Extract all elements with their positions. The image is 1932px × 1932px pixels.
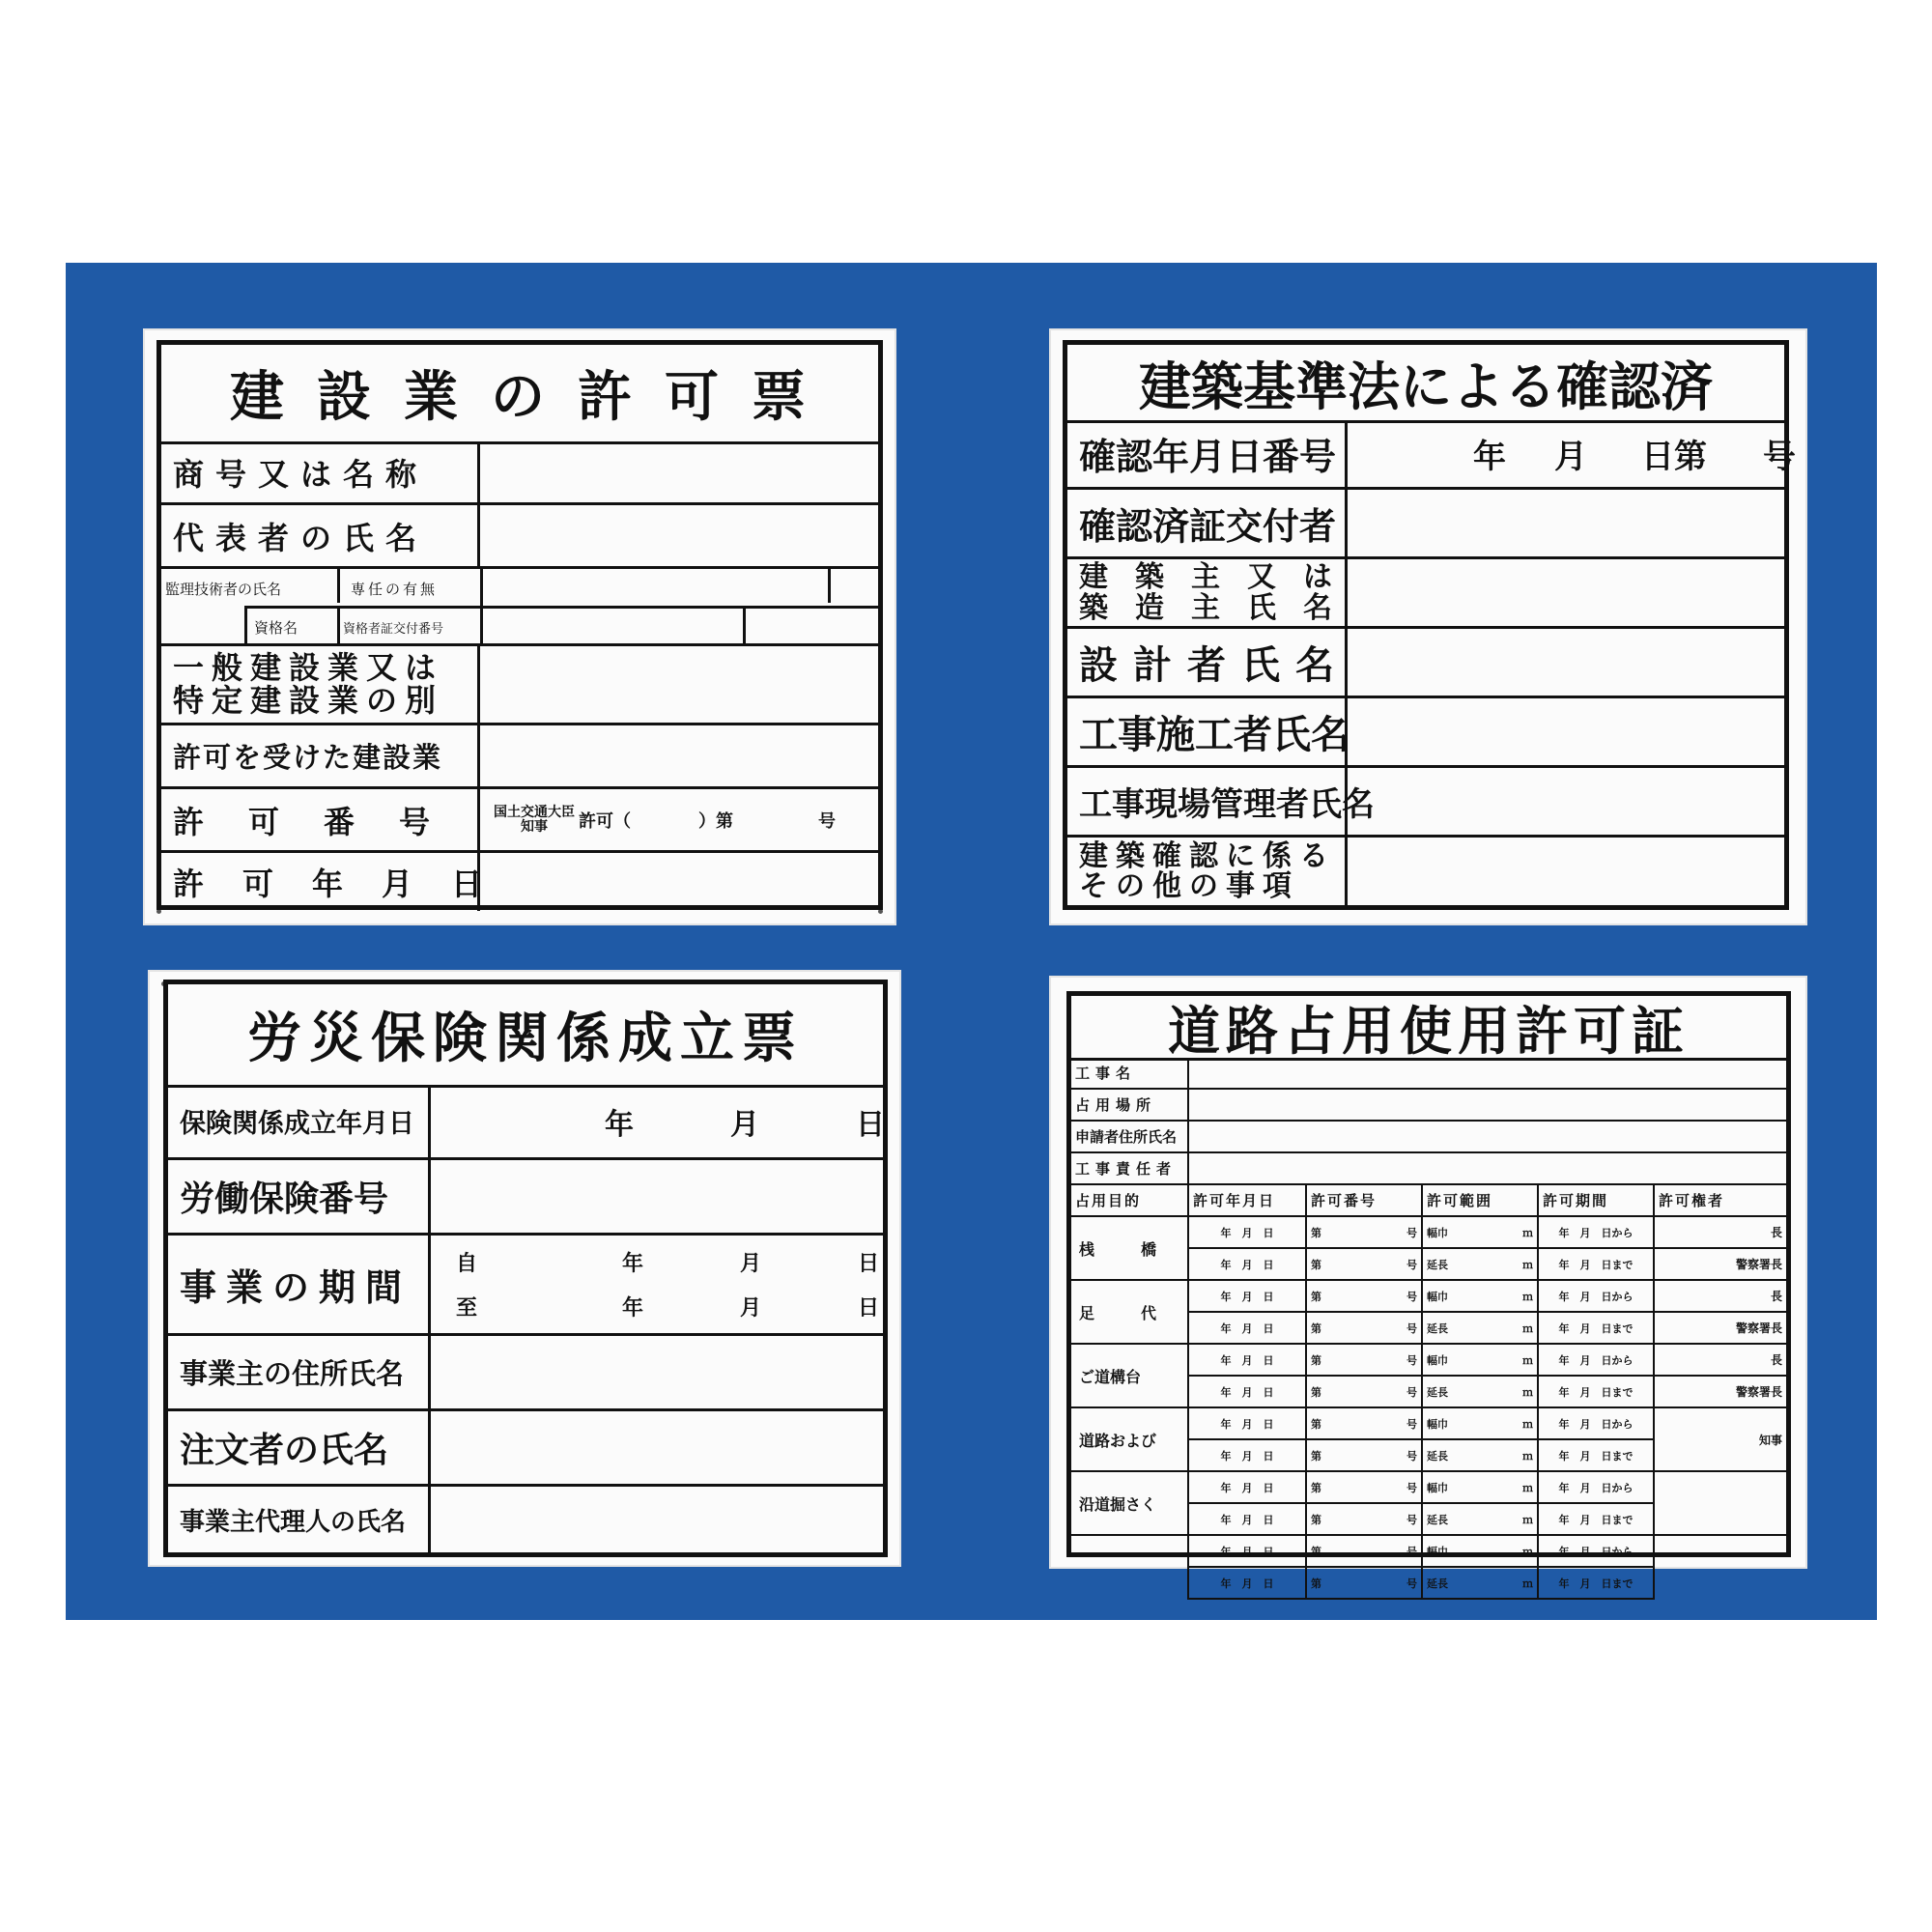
range-label: 幅巾 (1427, 1290, 1448, 1303)
period-cell: 年 月 日まで (1539, 1377, 1655, 1408)
row-label: 申請者住所氏名 (1071, 1122, 1189, 1153)
period-cell: 年 月 日から (1539, 1217, 1655, 1249)
purpose-cell (1071, 1536, 1189, 1600)
row-label: 工事現場管理者氏名 (1067, 768, 1348, 835)
date-cell: 年 月 日 (1189, 1217, 1307, 1249)
engineer-row (161, 569, 878, 646)
range-unit: ｍ (1522, 1226, 1533, 1239)
row-label: 事業の期間 (168, 1236, 431, 1333)
range-label: 延長 (1427, 1321, 1448, 1335)
number-suffix: 号 (1406, 1258, 1417, 1271)
divider (244, 606, 247, 643)
column-header: 許可権者 (1655, 1185, 1786, 1217)
column-header: 占用目的 (1071, 1185, 1189, 1217)
number-suffix: 号 (1406, 1290, 1417, 1303)
permit-number-value (480, 789, 878, 850)
number-prefix: 第 (1311, 1258, 1321, 1271)
date-cell: 年 月 日 (1189, 1281, 1307, 1313)
number-cell (1307, 1408, 1423, 1440)
range-cell (1423, 1408, 1539, 1440)
row-label: 許可年月日 (161, 853, 480, 911)
designer-row (1067, 629, 1784, 698)
date-cell: 年 月 日 (1189, 1377, 1307, 1408)
row-label (161, 646, 480, 723)
sign-title: 道路占用使用許可証 (1071, 996, 1786, 1061)
authority-cell: 警察署長 (1655, 1249, 1786, 1281)
date-cell: 年 月 日 (1189, 1440, 1307, 1472)
confirmation-date-row (1067, 420, 1796, 490)
authority-cell (1655, 1472, 1786, 1536)
row-label: 工事責任者 (1071, 1153, 1189, 1185)
range-unit: ｍ (1522, 1321, 1533, 1335)
period-cell: 年 月 日から (1539, 1408, 1655, 1440)
row-label: 占用場所 (1071, 1090, 1189, 1122)
range-unit: ｍ (1522, 1290, 1533, 1303)
row-label: 保険関係成立年月日 (168, 1085, 431, 1157)
number-prefix: 第 (1311, 1449, 1321, 1463)
employer-address-row (168, 1336, 883, 1411)
number-cell (1307, 1249, 1423, 1281)
column-header: 許可範囲 (1423, 1185, 1539, 1217)
engineer-label: 監理技術者の氏名 (165, 580, 282, 598)
divider (246, 606, 878, 609)
dai-text: ）第 (698, 810, 733, 832)
business-period-row (168, 1236, 883, 1336)
number-cell (1307, 1440, 1423, 1472)
period-cell: 年 月 日まで (1539, 1249, 1655, 1281)
name-row (161, 441, 878, 505)
purpose-cell: 沿道掘さく (1071, 1472, 1189, 1536)
row-label: 注文者の氏名 (168, 1411, 431, 1484)
site-manager-row (1067, 768, 1784, 838)
issuer-row (1067, 490, 1784, 559)
number-cell (1307, 1472, 1423, 1504)
range-label: 延長 (1427, 1258, 1448, 1271)
number-text: 号 (1763, 438, 1796, 476)
period-cell: 年 月 日から (1539, 1345, 1655, 1377)
certificate-label: 資格者証交付番号 (343, 621, 444, 637)
row-label: 工事施工者氏名 (1067, 698, 1348, 765)
number-suffix: 号 (1406, 1481, 1417, 1494)
authority-line: 国土交通大臣 (494, 804, 575, 820)
sign-title: 建築基準法による確認済 (1067, 345, 1784, 423)
year-text: 年 (605, 1107, 634, 1142)
go-text: 号 (818, 810, 836, 832)
agent-name-row (168, 1487, 883, 1552)
from-text: 自 (456, 1250, 478, 1276)
date-cell: 年 月 日 (1189, 1472, 1307, 1504)
number-cell (1307, 1377, 1423, 1408)
column-header: 許可期間 (1539, 1185, 1655, 1217)
period-cell: 年 月 日まで (1539, 1313, 1655, 1345)
number-suffix: 号 (1406, 1545, 1417, 1558)
row-label (1067, 838, 1348, 905)
row-label: 確認年月日番号 (1067, 420, 1348, 487)
year-text: 年 (622, 1250, 644, 1276)
row-value (1189, 1122, 1786, 1153)
permit-date-row (161, 853, 878, 911)
permit-text: 許可（ (579, 810, 631, 832)
day-text: 日 (856, 1107, 885, 1142)
to-text: 至 (456, 1295, 478, 1321)
row-label: 許可番号 (161, 789, 480, 850)
building-confirmation-sign (1049, 328, 1807, 925)
range-label: 延長 (1427, 1449, 1448, 1463)
authority-cell: 長 (1655, 1345, 1786, 1377)
other-matters-row (1067, 838, 1784, 905)
period-cell: 年 月 日まで (1539, 1568, 1655, 1600)
divider (337, 569, 340, 603)
number-prefix: 第 (1311, 1385, 1321, 1399)
row-label: 設計者氏名 (1067, 629, 1348, 696)
range-label: 幅巾 (1427, 1353, 1448, 1367)
number-prefix: 第 (1311, 1321, 1321, 1335)
date-cell: 年 月 日 (1189, 1249, 1307, 1281)
divider (337, 606, 340, 643)
number-cell (1307, 1568, 1423, 1600)
row-label: 労働保険番号 (168, 1160, 431, 1233)
number-prefix: 第 (1311, 1513, 1321, 1526)
purpose-cell: 桟 橋 (1071, 1217, 1189, 1281)
range-cell (1423, 1281, 1539, 1313)
range-cell (1423, 1440, 1539, 1472)
establishment-date-row (168, 1085, 883, 1160)
road-permit-table (1071, 1058, 1786, 1590)
day-text: 日 (858, 1295, 880, 1321)
divider (743, 606, 746, 643)
range-cell (1423, 1249, 1539, 1281)
sign-frame (1066, 991, 1791, 1590)
industry-row (161, 725, 878, 789)
number-cell (1307, 1281, 1423, 1313)
number-prefix: 第 (1311, 1353, 1321, 1367)
sign-title: 労災保険関係成立票 (168, 984, 883, 1088)
number-suffix: 号 (1406, 1577, 1417, 1590)
confirmation-date-value (1348, 420, 1796, 487)
period-cell: 年 月 日まで (1539, 1504, 1655, 1536)
purpose-cell: 道路および (1071, 1408, 1189, 1472)
range-label: 延長 (1427, 1513, 1448, 1526)
column-header: 許可年月日 (1189, 1185, 1307, 1217)
sign-frame (1063, 340, 1796, 910)
row-value (1189, 1090, 1786, 1122)
row-label: 工事名 (1071, 1058, 1189, 1090)
column-header: 許可番号 (1307, 1185, 1423, 1217)
year-text: 年 (622, 1295, 644, 1321)
range-label: 延長 (1427, 1577, 1448, 1590)
row-label: 事業主の住所氏名 (168, 1336, 431, 1408)
date-cell: 年 月 日 (1189, 1345, 1307, 1377)
period-cell: 年 月 日から (1539, 1281, 1655, 1313)
date-cell: 年 月 日 (1189, 1313, 1307, 1345)
orderer-name-row (168, 1411, 883, 1487)
date-cell: 年 月 日 (1189, 1504, 1307, 1536)
date-cell: 年 月 日 (1189, 1568, 1307, 1600)
range-cell (1423, 1504, 1539, 1536)
number-cell (1307, 1504, 1423, 1536)
authority-line: 知事 (521, 818, 548, 835)
month-text: 月 (730, 1107, 759, 1142)
range-cell (1423, 1217, 1539, 1249)
month-text: 月 (1554, 438, 1587, 476)
sign-frame (163, 980, 888, 1557)
qualification-label: 資格名 (254, 618, 298, 637)
number-suffix: 号 (1406, 1353, 1417, 1367)
number-cell (1307, 1313, 1423, 1345)
label-line: 特定建設業の別 (173, 681, 444, 719)
date-cell: 年 月 日 (1189, 1536, 1307, 1568)
representative-row (161, 505, 878, 569)
label-line: 建築主又は (1079, 560, 1359, 594)
number-cell (1307, 1536, 1423, 1568)
general-specific-row (161, 646, 878, 725)
number-prefix: 第 (1311, 1481, 1321, 1494)
period-values (431, 1236, 883, 1333)
sign-title: 建設業の許可票 (161, 345, 878, 444)
range-unit: ｍ (1522, 1258, 1533, 1271)
number-prefix: 第 (1311, 1577, 1321, 1590)
owner-row (1067, 559, 1784, 629)
number-suffix: 号 (1406, 1513, 1417, 1526)
month-text: 月 (740, 1250, 762, 1276)
sign-frame (156, 340, 883, 910)
range-unit: ｍ (1522, 1353, 1533, 1367)
range-label: 幅巾 (1427, 1417, 1448, 1431)
number-prefix: 第 (1311, 1290, 1321, 1303)
period-cell: 年 月 日まで (1539, 1440, 1655, 1472)
number-suffix: 号 (1406, 1226, 1417, 1239)
range-unit: ｍ (1522, 1417, 1533, 1431)
range-cell (1423, 1345, 1539, 1377)
range-label: 幅巾 (1427, 1226, 1448, 1239)
row-label: 商号又は名称 (161, 441, 480, 502)
day-text: 日第 (1641, 438, 1707, 476)
range-label: 幅巾 (1427, 1481, 1448, 1494)
row-label (1067, 559, 1359, 626)
contractor-row (1067, 698, 1784, 768)
divider (828, 569, 831, 603)
period-cell: 年 月 日から (1539, 1536, 1655, 1568)
label-line: その他の事項 (1079, 869, 1299, 903)
label-line: 築造主氏名 (1079, 590, 1359, 625)
divider (480, 569, 483, 643)
authority-cell: 長 (1655, 1281, 1786, 1313)
number-suffix: 号 (1406, 1321, 1417, 1335)
authority-cell: 知事 (1655, 1408, 1786, 1472)
range-label: 延長 (1427, 1385, 1448, 1399)
row-value (1189, 1153, 1786, 1185)
range-unit: ｍ (1522, 1481, 1533, 1494)
number-suffix: 号 (1406, 1449, 1417, 1463)
range-label: 幅巾 (1427, 1545, 1448, 1558)
purpose-cell: 足 代 (1071, 1281, 1189, 1345)
range-cell (1423, 1568, 1539, 1600)
authority-cell: 長 (1655, 1217, 1786, 1249)
date-cell: 年 月 日 (1189, 1408, 1307, 1440)
row-label: 事業主代理人の氏名 (168, 1487, 431, 1552)
month-text: 月 (740, 1295, 762, 1321)
blue-display-board (66, 263, 1877, 1620)
row-label: 代表者の氏名 (161, 505, 480, 566)
road-occupancy-permit-sign (1049, 976, 1807, 1590)
range-cell (1423, 1313, 1539, 1345)
label-line: 建築確認に係る (1079, 838, 1336, 873)
number-cell (1307, 1217, 1423, 1249)
range-cell (1423, 1536, 1539, 1568)
range-unit: ｍ (1522, 1545, 1533, 1558)
number-cell (1307, 1345, 1423, 1377)
authority-cell: 警察署長 (1655, 1377, 1786, 1408)
row-label: 許可を受けた建設業 (161, 725, 480, 786)
insurance-number-row (168, 1160, 883, 1236)
period-cell: 年 月 日から (1539, 1472, 1655, 1504)
workers-insurance-sign (148, 970, 901, 1567)
establishment-date-value (431, 1085, 883, 1157)
range-unit: ｍ (1522, 1449, 1533, 1463)
row-value (1189, 1058, 1786, 1090)
range-unit: ｍ (1522, 1513, 1533, 1526)
day-text: 日 (858, 1250, 880, 1276)
year-text: 年 (1473, 438, 1506, 476)
range-unit: ｍ (1522, 1385, 1533, 1399)
authority-cell: 警察署長 (1655, 1313, 1786, 1345)
dedicated-label: 専任の有無 (351, 580, 439, 598)
range-cell (1423, 1377, 1539, 1408)
number-suffix: 号 (1406, 1417, 1417, 1431)
permit-number-row (161, 789, 878, 853)
range-cell (1423, 1472, 1539, 1504)
construction-permit-sign (143, 328, 896, 925)
number-prefix: 第 (1311, 1226, 1321, 1239)
number-prefix: 第 (1311, 1417, 1321, 1431)
row-label: 確認済証交付者 (1067, 490, 1348, 556)
number-suffix: 号 (1406, 1385, 1417, 1399)
number-prefix: 第 (1311, 1545, 1321, 1558)
authority-cell (1655, 1536, 1786, 1600)
label-line: 一般建設業又は (173, 648, 444, 686)
purpose-cell: ご道構台 (1071, 1345, 1189, 1408)
range-unit: ｍ (1522, 1577, 1533, 1590)
